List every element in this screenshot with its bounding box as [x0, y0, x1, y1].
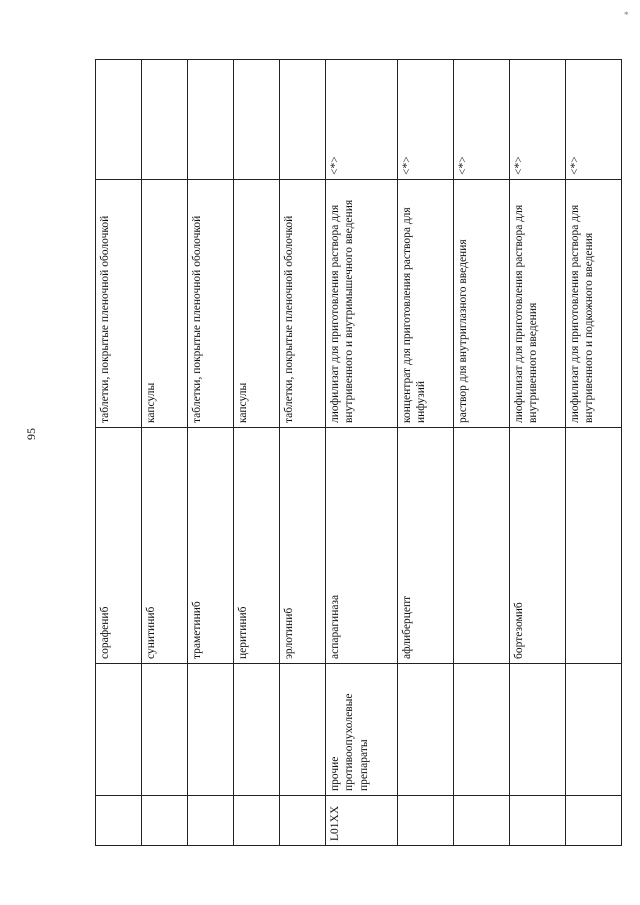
table-row [142, 60, 188, 846]
group-cell [454, 664, 510, 796]
table-row [398, 60, 454, 846]
group-cell [142, 664, 188, 796]
note-cell [96, 60, 142, 180]
code-cell [280, 796, 326, 846]
table-row [326, 60, 398, 846]
table-row [280, 60, 326, 846]
drug-cell: сунитиниб [142, 428, 188, 664]
rotated-table-container [95, 59, 622, 846]
form-cell: лиофилизат для приготовления раствора для внутривенного и подкожного введения [566, 180, 622, 428]
note-cell: <*> [326, 60, 398, 180]
drug-table [95, 59, 622, 846]
note-cell [280, 60, 326, 180]
group-cell [280, 664, 326, 796]
table-row [96, 60, 142, 846]
note-cell: <*> [566, 60, 622, 180]
form-cell: лиофилизат для приготовления раствора для внутривенного введения [510, 180, 566, 428]
table-row [454, 60, 510, 846]
note-cell [234, 60, 280, 180]
corner-mark: * [624, 10, 629, 20]
code-cell [96, 796, 142, 846]
form-cell: раствор для внутриглазного введения [454, 180, 510, 428]
drug-cell: афлиберцепт [398, 428, 454, 664]
code-cell [142, 796, 188, 846]
drug-cell [566, 428, 622, 664]
code-cell [566, 796, 622, 846]
note-cell [142, 60, 188, 180]
code-cell [188, 796, 234, 846]
note-cell: <*> [454, 60, 510, 180]
group-cell [188, 664, 234, 796]
group-cell [566, 664, 622, 796]
form-cell: таблетки, покрытые пленочной оболочкой [188, 180, 234, 428]
note-cell [188, 60, 234, 180]
table-row [510, 60, 566, 846]
form-cell: капсулы [142, 180, 188, 428]
group-cell [510, 664, 566, 796]
drug-cell: бортезомиб [510, 428, 566, 664]
page-number: 95 [24, 428, 38, 440]
code-cell [398, 796, 454, 846]
drug-cell: эрлотиниб [280, 428, 326, 664]
code-cell: L01XX [326, 796, 398, 846]
note-cell: <*> [510, 60, 566, 180]
drug-cell: церитиниб [234, 428, 280, 664]
code-cell [510, 796, 566, 846]
group-cell: прочие противоопухолевые препараты [326, 664, 398, 796]
code-cell [234, 796, 280, 846]
drug-cell: траметиниб [188, 428, 234, 664]
table-row [234, 60, 280, 846]
form-cell: таблетки, покрытые пленочной оболочкой [96, 180, 142, 428]
group-cell [96, 664, 142, 796]
form-cell: лиофилизат для приготовления раствора для внутривенного и внутримышечного введения [326, 180, 398, 428]
form-cell: таблетки, покрытые пленочной оболочкой [280, 180, 326, 428]
drug-cell [454, 428, 510, 664]
drug-cell: аспарагиназа [326, 428, 398, 664]
table-body [96, 60, 622, 846]
form-cell: концентрат для приготовления раствора для инфузий [398, 180, 454, 428]
code-cell [454, 796, 510, 846]
drug-cell: сорафениб [96, 428, 142, 664]
note-cell: <*> [398, 60, 454, 180]
table-row [566, 60, 622, 846]
table-row [188, 60, 234, 846]
group-cell [234, 664, 280, 796]
group-cell [398, 664, 454, 796]
form-cell: капсулы [234, 180, 280, 428]
